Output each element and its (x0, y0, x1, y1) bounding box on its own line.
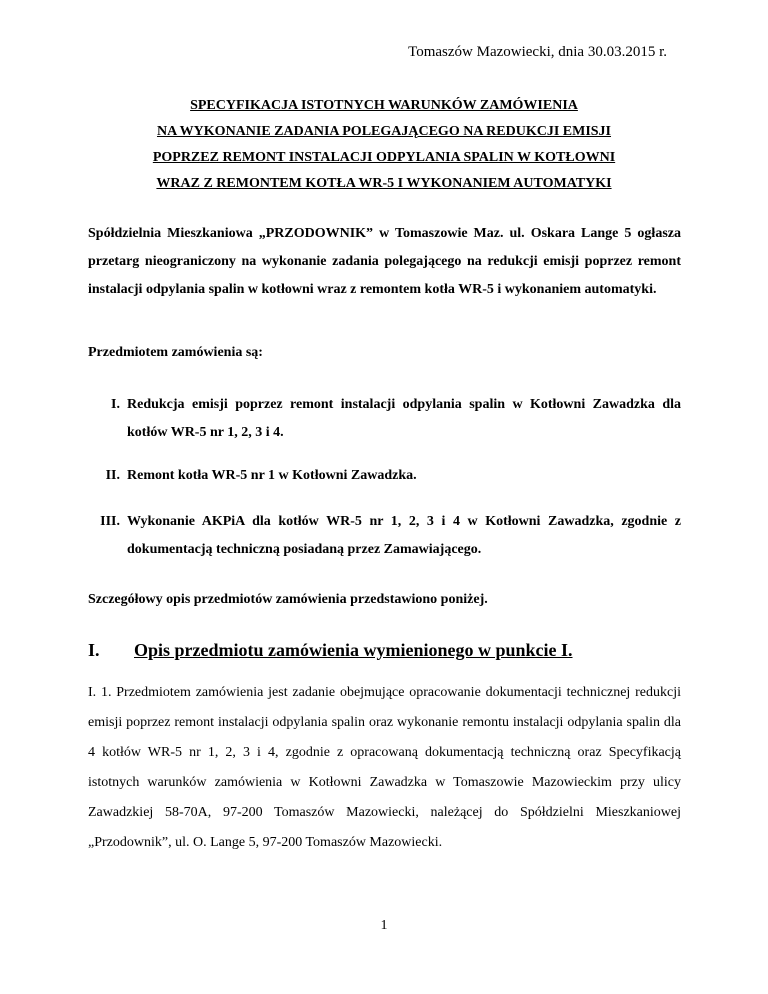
item-2-text: Remont kotła WR-5 nr 1 w Kotłowni Zawadzka. (127, 468, 417, 483)
item-1-number: I. (111, 397, 120, 412)
item-2-number: II. (105, 468, 120, 483)
subject-label: Przedmiotem zamówienia są: (88, 345, 263, 360)
title-line-3: POPRZEZ REMONT INSTALACJI ODPYLANIA SPALIN W KOTŁOWNI (152, 150, 616, 165)
title-line-1: SPECYFIKACJA ISTOTNYCH WARUNKÓW ZAMÓWIENIA (190, 98, 578, 113)
title-line-2: NA WYKONANIE ZADANIA POLEGAJĄCEGO NA REDUKCJI EMISJI (156, 124, 612, 139)
title-line-4: WRAZ Z REMONTEM KOTŁA WR-5 I WYKONANIEM AUTOMATYKI (156, 176, 612, 191)
section-heading: Opis przedmiotu zamówienia wymienionego w punkcie I. (134, 640, 573, 660)
document-date: Tomaszów Mazowiecki, dnia 30.03.2015 r. (408, 44, 667, 60)
intro-paragraph: Spółdzielnia Mieszkaniowa „PRZODOWNIK” w Tomaszowie Maz. ul. Oskara Lange 5 ogłasza przetarg nieograniczony na wykonanie zadania polegającego na redukcji emisji poprzez remont instalacji odpylania spalin w kotłowni wraz z remontem kotła WR-5 i wykonaniem automatyki. (88, 226, 681, 297)
section-number: I. (88, 640, 100, 660)
section-paragraph: I. 1. Przedmiotem zamówienia jest zadanie obejmujące opracowanie dokumentacji technicznej redukcji emisji poprzez remont instalacji odpylania spalin oraz wykonanie remontu instalacji odpylania spalin dla 4 kotłów WR-5 nr 1, 2, 3 i 4, zgodnie z opracowaną dokumentacją techniczną oraz Specyfikacją istotnych warunków zamówienia w Kotłowni Zawadzka w Tomaszowie Mazowieckim przy ulicy Zawadzkiej 58-70A, 97-200 Tomaszów Mazowiecki, należącej do Spółdzielni Mieszkaniowej „Przodownik”, ul. O. Lange 5, 97-200 Tomaszów Mazowiecki. (88, 685, 681, 850)
page-number: 1 (380, 918, 388, 933)
item-3-text: Wykonanie AKPiA dla kotłów WR-5 nr 1, 2, 3 i 4 w Kotłowni Zawadzka, zgodnie z dokumentacją techniczną posiadaną przez Zamawiającego. (127, 514, 681, 557)
details-note: Szczegółowy opis przedmiotów zamówienia przedstawiono poniżej. (88, 592, 488, 607)
item-1-text: Redukcja emisji poprzez remont instalacji odpylania spalin w Kotłowni Zawadzka dla kotłów WR-5 nr 1, 2, 3 i 4. (127, 397, 681, 440)
item-3-number: III. (100, 514, 120, 529)
